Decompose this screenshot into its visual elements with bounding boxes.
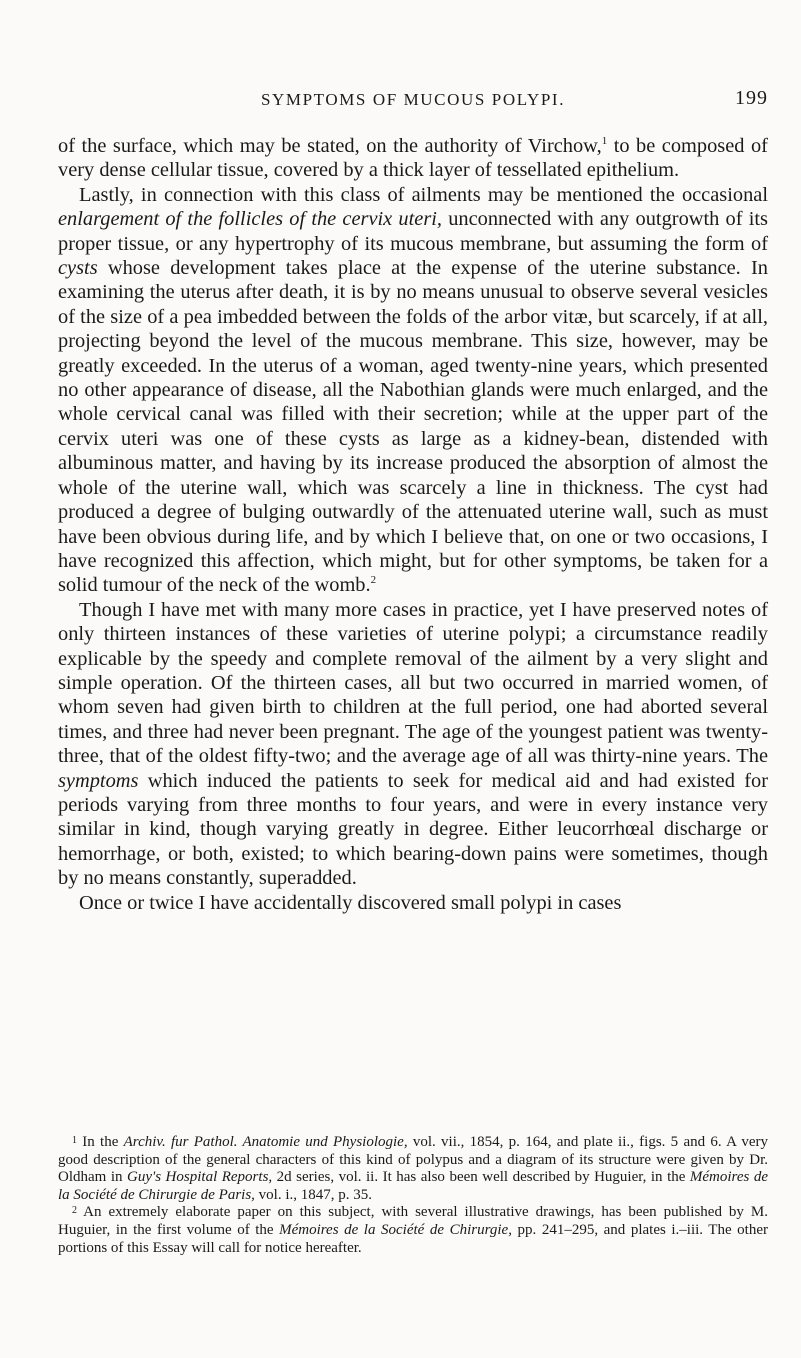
- footnote-2-source: Mémoires de la Société de Chirurgie,: [279, 1221, 512, 1238]
- footnote-1-mark: 1: [72, 1135, 77, 1146]
- paragraph-1-text: of the surface, which may be stated, on the authority of Virchow,: [58, 135, 602, 157]
- footnote-2-text-end: pp. 241–295, and plates i.–iii. The other portions of this Essay will call for notice hereafter.: [58, 1221, 768, 1256]
- footnote-1-text-cont: vol. vii., 1854, p. 164, and plate ii., figs. 5 and 6. A very good description of the general characters of this kind of polypus and a diagram of its structure were given by Dr. Oldham in: [58, 1134, 768, 1186]
- paragraph-4: Once or twice I have accidentally discovered small polypi in cases: [79, 891, 622, 914]
- paragraph-2-emphasis-cysts: cysts: [58, 257, 98, 280]
- paragraph-2-text: Lastly, in connection with this class of ailments may be mentioned the occasional: [79, 183, 768, 206]
- paragraph-3-text: Though I have met with many more cases in practice, yet I have preserved notes of only thirteen instances of these varieties of uterine polypi; a circumstance readily explicable by the speedy and complete removal of the ailment by a very slight and simple operation. Of the thirteen cases, all but two occurred in married women, of whom seven had given birth to children at the full period, one had aborted several times, and three had never been pregnant. The age of the youngest patient was twenty-three, that of the oldest fifty-two; and the average age of all was thirty-nine years. The: [58, 598, 768, 768]
- paragraph-2: [58, 183, 768, 598]
- footnote-1-source-2: Guy's Hospital Reports,: [127, 1169, 273, 1186]
- paragraph-2-emphasis: enlargement of the follicles of the cervix uteri,: [58, 208, 443, 231]
- paragraph-3-emphasis: symptoms: [58, 769, 139, 792]
- footnote-1: [58, 1134, 768, 1204]
- paragraph-2-text-end: whose development takes place at the expense of the uterine substance. In examining the uterus after death, it is by no means unusual to observe several vesicles of the size of a pea imbedded between the folds of the arbor vitæ, but scarcely, if at all, projecting beyond the level of the mucous membrane. This size, however, may be greatly exceeded. In the uterus of a woman, aged twenty-nine years, which presented no other appearance of disease, all the Nabothian glands were much enlarged, and the whole cervical canal was filled with their secretion; while at the upper part of the cervix uteri was one of these cysts as large as a kidney-bean, distended with albuminous matter, and having by its increase produced the absorption of almost the whole of the uterine wall, which was scarcely a line in thickness. The cyst had produced a degree of bulging outwardly of the attenuated uterine wall, such as must have been obvious during life, and by which I believe that, on one or two occasions, I have recognized this affection, which might, but for other symptoms, be taken for a solid tumour of the neck of the womb.: [58, 257, 768, 597]
- paragraph-2-text-cont: unconnected with any outgrowth of its proper tissue, or any hypertrophy of its mucous membrane, but assuming the form of: [58, 208, 768, 255]
- paragraph-1-text-cont: to be composed of very dense cellular tissue, covered by a thick layer of tessellated epithelium.: [58, 135, 768, 182]
- footnotes: [58, 1134, 768, 1257]
- footnote-ref-1: 1: [601, 135, 608, 148]
- paragraph-1: [58, 134, 768, 183]
- footnote-1-text-cont-2: 2d series, vol. ii. It has also been well described by Huguier, in the: [272, 1169, 690, 1186]
- footnote-1-text-end: vol. i., 1847, p. 35.: [254, 1186, 373, 1203]
- footnote-1-source: Archiv. fur Pathol. Anatomie und Physiologie,: [123, 1134, 408, 1150]
- footnote-1-text: In the: [77, 1134, 124, 1150]
- footnote-1-source-3: Mémoires de la Société de Chirurgie de Paris,: [58, 1169, 768, 1203]
- running-head: [58, 87, 768, 112]
- paragraph-3-text-cont: which induced the patients to seek for medical aid and had existed for periods varying from three months to four years, and were in every instance very similar in kind, though varying greatly in degree. Either leucorrhœal discharge or hemorrhage, or both, existed; to which bearing-down pains were sometimes, though by no means constantly, superadded.: [58, 769, 768, 890]
- footnote-2-mark: 2: [72, 1205, 77, 1217]
- body-text: [58, 134, 768, 915]
- running-title: SYMPTOMS OF MUCOUS POLYPI.: [260, 90, 566, 109]
- footnote-ref-2: 2: [370, 574, 377, 587]
- page-number: 199: [735, 87, 768, 109]
- footnote-2: [58, 1204, 768, 1257]
- paragraph-3: [58, 598, 768, 891]
- footnote-2-text: An extremely elaborate paper on this subject, with several illustrative drawings, has been published by M. Huguier, in the first volume of the: [58, 1204, 768, 1238]
